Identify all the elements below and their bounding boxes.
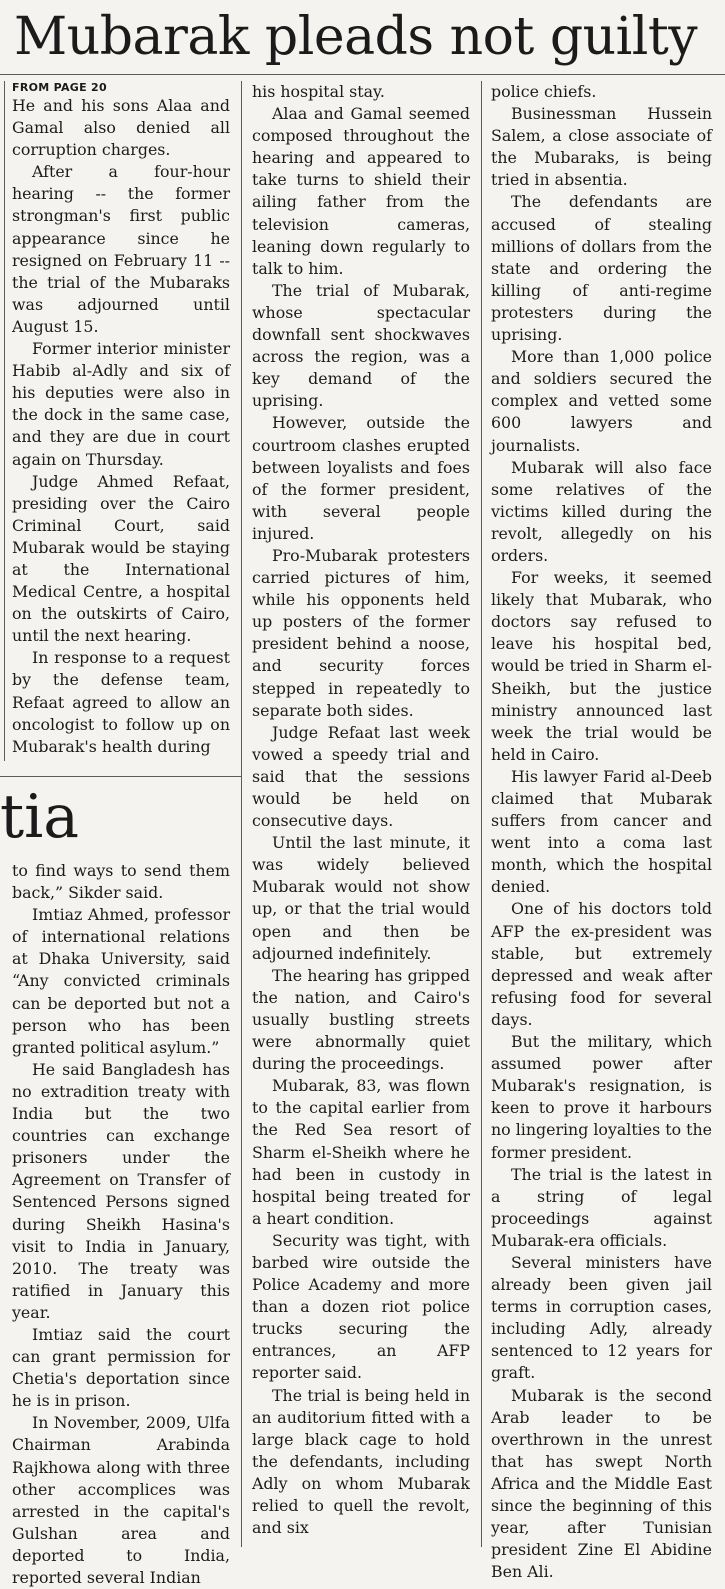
paragraph: However, outside the courtroom clashes erupted between loyalists and foes of the former president, with several people injured. — [252, 413, 470, 543]
paragraph: Alaa and Gamal seemed composed throughout the hearing and appeared to take turns to shield their ailing father from the television cameras, leaning down regularly to talk to him. — [252, 104, 470, 278]
paragraph: Businessman Hussein Salem, a close associate of the Mubaraks, is being tried in absentia. — [491, 104, 712, 190]
paragraph: Mubarak will also face some relatives of the victims killed during the revolt, allegedly on his orders. — [491, 457, 712, 565]
paragraph: police chiefs. — [491, 82, 597, 101]
paragraph: He and his sons Alaa and Gamal also denied all corruption charges. — [12, 96, 230, 160]
paragraph: Security was tight, with barbed wire outside the Police Academy and more than a dozen riot police trucks securing the entrances, an AFP reporter said. — [252, 1230, 470, 1383]
paragraph: But the military, which assumed power after Mubarak's resignation, is keen to prove it harbours no lingering loyalties to the former president. — [491, 1032, 712, 1162]
paragraph: In response to a request by the defense team, Refaat agreed to allow an oncologist to follow up on Mubarak's health during — [12, 648, 230, 756]
paragraph: Judge Refaat last week vowed a speedy trial and said that the sessions would be held on consecutive days. — [252, 722, 470, 831]
paragraph: Imtiaz Ahmed, professor of international relations at Dhaka University, said “Any convicted criminals can be deported but not a person who has been granted political asylum.” — [12, 905, 230, 1057]
paragraph: In November, 2009, Ulfa Chairman Arabinda Rajkhowa along with three other accomplices was arrested in the capital's Gulshan area and deported to India, reported several Indian — [12, 1413, 230, 1587]
paragraph: The trial is the latest in a string of legal proceedings against Mubarak-era officials. — [491, 1164, 712, 1250]
paragraph: Judge Ahmed Refaat, presiding over the Cairo Criminal Court, said Mubarak would be staying at the International Medical Centre, a hospital on the outskirts of Cairo, until the next hearing. — [12, 471, 230, 646]
paragraph: The trial of Mubarak, whose spectacular downfall sent shockwaves across the region, was a key demand of the uprising. — [252, 280, 470, 411]
column-divider — [4, 81, 5, 761]
article-column-1 — [12, 95, 230, 760]
paragraph: Mubarak, 83, was flown to the capital earlier from the Red Sea resort of Sharm el-Sheikh where he had been in custody in hospital being treated for a heart condition. — [252, 1076, 470, 1228]
paragraph: More than 1,000 police and soldiers secured the complex and vetted some 600 lawyers and journalists. — [491, 347, 712, 455]
paragraph: For weeks, it seemed likely that Mubarak, who doctors say refused to leave his hospital bed, would be tried in Sharm el-Sheikh, but the justice ministry announced last week the trial would be held in Cairo. — [491, 568, 712, 764]
column-divider — [481, 81, 482, 1547]
paragraph: The hearing has gripped the nation, and Cairo's usually bustling streets were abnormally quiet during the proceedings. — [252, 965, 470, 1074]
paragraph: Until the last minute, it was widely believed Mubarak would not show up, or that the trial would open and then be adjourned indefinitely. — [252, 833, 470, 963]
paragraph: His lawyer Farid al-Deeb claimed that Mubarak suffers from cancer and went into a coma last month, which the hospital denied. — [491, 766, 712, 897]
headline: Mubarak pleads not guilty — [14, 7, 698, 67]
paragraph: Imtiaz said the court can grant permission for Chetia's deportation since he is in prison. — [12, 1324, 230, 1411]
paragraph: Mubarak is the second Arab leader to be overthrown in the unrest that has swept North Africa and the Middle East since the beginning of this year, after Tunisian president Zine El Abidine Ben Ali. — [491, 1385, 712, 1582]
article-column-2 — [252, 81, 470, 1543]
story-separator-rule — [0, 776, 241, 777]
adjacent-story-headline-fragment: tia — [0, 782, 80, 852]
paragraph: Several ministers have already been given jail terms in corruption cases, including Adly, already sentenced to 12 years for graft. — [491, 1252, 712, 1383]
paragraph: After a four-hour hearing -- the former strongman's first public appearance since he resigned on February 11 -- the trial of the Mubaraks was adjourned until August 15. — [12, 162, 230, 336]
paragraph: to find ways to send them back,” Sikder said. — [12, 861, 230, 903]
article-column-3 — [491, 81, 712, 1582]
paragraph: The defendants are accused of stealing millions of dollars from the state and ordering the killing of anti-regime protesters during the uprising. — [491, 192, 712, 345]
top-rule — [0, 74, 725, 75]
adjacent-story-column — [12, 860, 230, 1587]
paragraph: One of his doctors told AFP the ex-president was stable, but extremely depressed and weak after refusing food for several days. — [491, 899, 712, 1029]
paragraph: Former interior minister Habib al-Adly and six of his deputies were also in the dock in the same case, and they are due in court again on Thursday. — [12, 339, 230, 469]
paragraph: He said Bangladesh has no extradition treaty with India but the two countries can exchange prisoners under the Agreement on Transfer of Sentenced Persons signed during Sheikh Hasina's visit to India in January, 2010. The treaty was ratified in January this year. — [12, 1059, 230, 1322]
column-divider — [241, 81, 242, 1547]
paragraph: The trial is being held in an auditorium fitted with a large black cage to hold the defendants, including Adly on whom Mubarak relied to quell the revolt, and six — [252, 1385, 470, 1538]
jump-kicker: FROM PAGE 20 — [12, 81, 107, 94]
paragraph: his hospital stay. — [252, 82, 385, 101]
paragraph: Pro-Mubarak protesters carried pictures of him, while his opponents held up posters of the former president behind a noose, and security forces stepped in repeatedly to separate both sides. — [252, 545, 470, 720]
